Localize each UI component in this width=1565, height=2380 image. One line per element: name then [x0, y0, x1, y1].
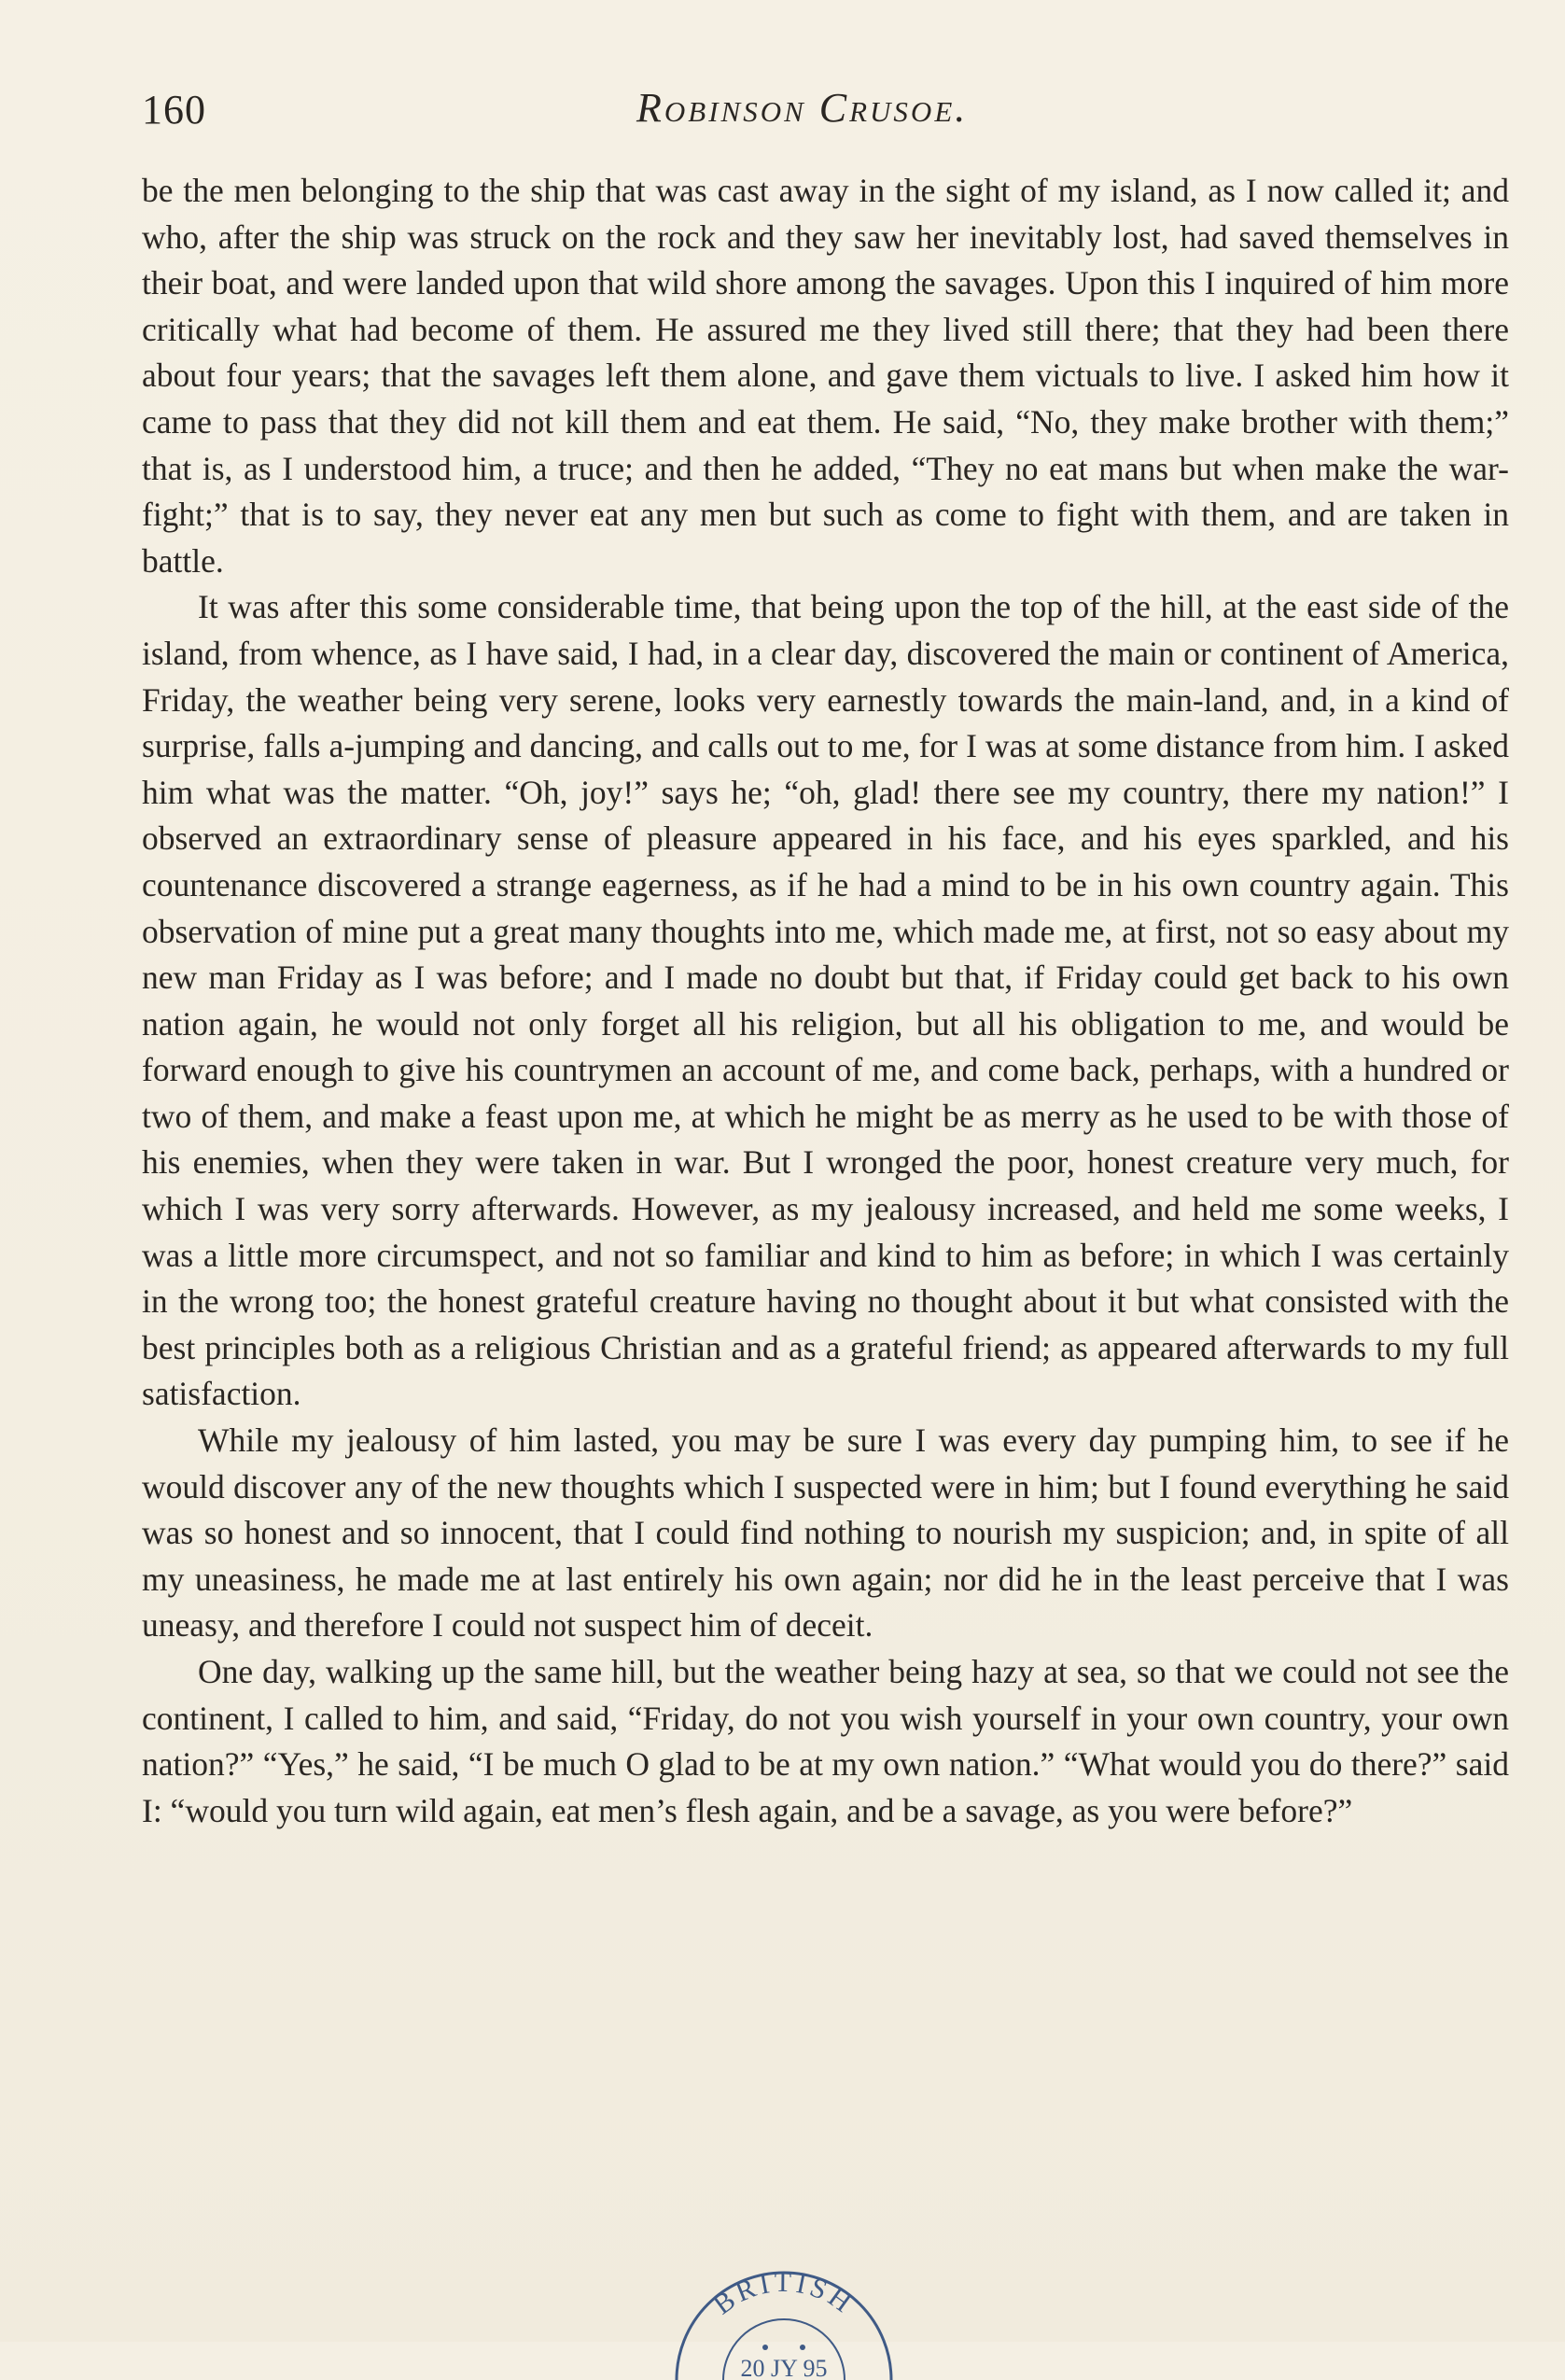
paragraph: While my jealousy of him lasted, you may be sure I was every day pumping him, to see if he would discover any of the new thoughts which I suspected were in him; but I found everything he said was so honest and so innocent, that I could find nothing to nourish my suspicion; and, in spite of all my uneasiness, he made me at last entirely his own again; nor did he in the least perceive that I was uneasy, and therefore I could not suspect him of deceit. [142, 1421, 1509, 1645]
paragraph: One day, walking up the same hill, but the weather being hazy at sea, so that we could not see the continent, I called to him, and said, “Friday, do not you wish yourself in your own country, your own nation?” “Yes,” he said, “I be much O glad to be at my own nation.” “What would you do there?” said I: “would you turn wild again, eat men’s flesh again, and be a savage, as you were before?” [142, 1653, 1509, 1829]
stamp-dot [762, 2345, 768, 2350]
body-text [142, 168, 1509, 1834]
stamp-text-bottom: 20 JY 95 [740, 2355, 828, 2380]
stamp-text-top: BRITISH [707, 2266, 860, 2321]
page-number: 160 [142, 87, 206, 133]
paragraph: It was after this some considerable time, that being upon the top of the hill, at the east side of the island, from whence, as I have said, I had, in a clear day, discovered the main or continent of America, Friday, the weather being very serene, looks very earnestly towards the main-land, and, in a kind of surprise, falls a-jumping and dancing, and calls out to me, for I was at some distance from him. I asked him what was the matter. “Oh, joy!” says he; “oh, glad! there see my country, there my nation!” I observed an extraordinary sense of pleasure appeared in his face, and his eyes sparkled, and his countenance discovered a strange eagerness, as if he had a mind to be in his own country again. This observation of mine put a great many thoughts into me, which made me, at first, not so easy about my new man Friday as I was before; and I made no doubt but that, if Friday could get back to his own nation again, he would not only forget all his religion, but all his obligation to me, and would be forward enough to give his countrymen an account of me, and come back, perhaps, with a hundred or two of them, and make a feast upon me, at which he might be as merry as he used to be with those of his enemies, when they were taken in war. But I wronged the poor, honest creature very much, for which I was very sorry afterwards. However, as my jealousy increased, and held me some weeks, I was a little more circumspect, and not so familiar and kind to him as before; in which I was certainly in the wrong too; the honest grateful creature having no thought about it but what consisted with the best principles both as a religious Christian and as a grateful friend; as appeared afterwards to my full satisfaction. [142, 588, 1509, 1413]
library-stamp [667, 2240, 901, 2380]
running-title: Robinson Crusoe. [636, 85, 969, 131]
stamp-dot [800, 2345, 805, 2350]
paragraph-continued: be the men belonging to the ship that was cast away in the sight of my island, as I now called it; and who, after the ship was struck on the rock and they saw her inevitably lost, had saved themselves in their boat, and were landed upon that wild shore among the savages. Upon this I inquired of him more critically what had become of them. He assured me they lived still there; that they had been there about four years; that the savages left them alone, and gave them victuals to live. I asked him how it came to pass that they did not kill them and eat them. He said, “No, they make brother with them;” that is, as I understood him, a truce; and then he added, “They no eat mans but when make the war-fight;” that is to say, they never eat any men but such as come to fight with them, and are taken in battle. [142, 172, 1509, 580]
running-head [142, 75, 1509, 149]
